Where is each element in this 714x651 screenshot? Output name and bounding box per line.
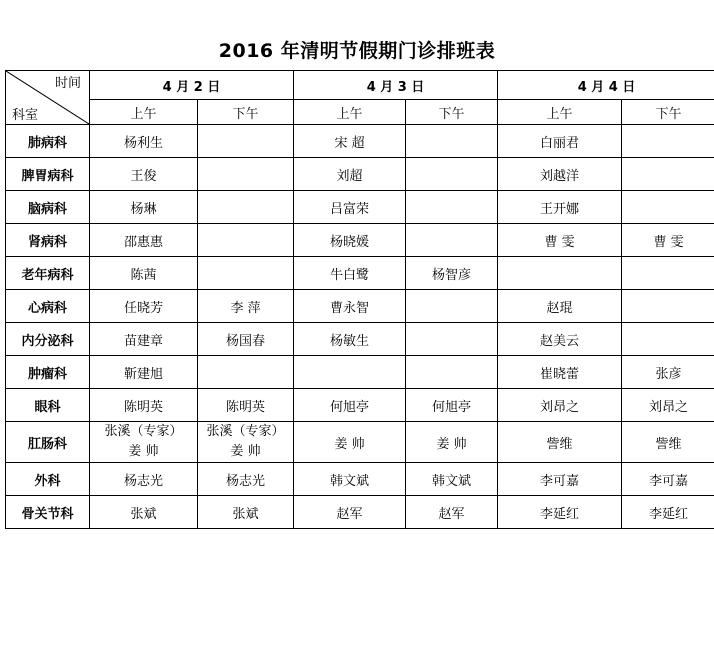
period-header: 上午 bbox=[294, 100, 406, 125]
period-header: 下午 bbox=[622, 100, 714, 125]
dept-cell: 老年病科 bbox=[6, 257, 90, 290]
doctor-name: 张斌 bbox=[130, 506, 157, 522]
doctor-name: 李可嘉 bbox=[649, 473, 689, 489]
period-header: 上午 bbox=[90, 100, 198, 125]
dept-cell: 眼科 bbox=[6, 389, 90, 422]
doctor-name: 张斌 bbox=[232, 506, 259, 522]
doctor-cell bbox=[90, 158, 198, 191]
doctor-cell bbox=[198, 158, 294, 191]
doctor-cell bbox=[498, 323, 622, 356]
table-row bbox=[6, 496, 714, 529]
page-title: 2016 年清明节假期门诊排班表 bbox=[218, 40, 496, 62]
doctor-name: 张溪（专家） bbox=[206, 424, 285, 439]
doctor-cell bbox=[498, 290, 622, 323]
doctor-cell bbox=[498, 496, 622, 529]
table-row bbox=[6, 389, 714, 422]
doctor-cell bbox=[90, 422, 198, 463]
period-header: 上午 bbox=[498, 100, 622, 125]
doctor-name: 王开娜 bbox=[540, 201, 580, 217]
doctor-name: 曹 雯 bbox=[544, 234, 575, 250]
doctor-cell bbox=[90, 125, 198, 158]
doctor-cell bbox=[90, 496, 198, 529]
doctor-cell bbox=[622, 356, 714, 389]
doctor-name: 牛白鹭 bbox=[330, 267, 370, 283]
doctor-name: 杨国春 bbox=[226, 333, 266, 349]
doctor-cell bbox=[622, 158, 714, 191]
doctor-cell bbox=[294, 323, 406, 356]
doctor-cell bbox=[294, 290, 406, 323]
doctor-name: 杨志光 bbox=[226, 473, 266, 489]
doctor-name: 吕富荣 bbox=[330, 201, 370, 217]
doctor-cell bbox=[198, 224, 294, 257]
doctor-cell bbox=[498, 463, 622, 496]
period-header: 下午 bbox=[406, 100, 498, 125]
doctor-name: 赵琨 bbox=[546, 300, 573, 316]
table-row bbox=[6, 158, 714, 191]
date-header: 4 月 4 日 bbox=[498, 71, 714, 100]
period-header: 下午 bbox=[198, 100, 294, 125]
doctor-name: 赵美云 bbox=[540, 333, 580, 349]
doctor-cell bbox=[294, 422, 406, 463]
dept-cell: 心病科 bbox=[6, 290, 90, 323]
doctor-cell bbox=[622, 389, 714, 422]
doctor-cell bbox=[406, 257, 498, 290]
doctor-name: 韩文斌 bbox=[330, 473, 370, 489]
doctor-cell bbox=[90, 191, 198, 224]
doctor-cell bbox=[90, 356, 198, 389]
dept-cell: 内分泌科 bbox=[6, 323, 90, 356]
doctor-cell bbox=[198, 496, 294, 529]
doctor-cell bbox=[198, 463, 294, 496]
doctor-name: 陈明英 bbox=[226, 399, 266, 415]
doctor-cell bbox=[622, 224, 714, 257]
doctor-cell bbox=[294, 125, 406, 158]
dept-cell: 骨关节科 bbox=[6, 496, 90, 529]
doctor-name: 何旭亭 bbox=[432, 399, 472, 415]
doctor-cell bbox=[498, 422, 622, 463]
table-row bbox=[6, 422, 714, 463]
doctor-cell bbox=[294, 496, 406, 529]
doctor-cell bbox=[198, 290, 294, 323]
corner-label-time: 时间 bbox=[54, 76, 81, 91]
doctor-cell bbox=[406, 158, 498, 191]
doctor-name: 刘超 bbox=[336, 168, 363, 184]
date-header: 4 月 2 日 bbox=[90, 71, 294, 100]
dept-cell: 肿瘤科 bbox=[6, 356, 90, 389]
doctor-cell bbox=[622, 191, 714, 224]
doctor-cell bbox=[622, 422, 714, 463]
corner-label-dept: 科室 bbox=[12, 108, 39, 123]
doctor-name: 崔晓蕾 bbox=[540, 366, 580, 382]
doctor-name: 姜 帅 bbox=[128, 444, 159, 459]
doctor-cell bbox=[406, 356, 498, 389]
doctor-name: 陈明英 bbox=[123, 399, 163, 415]
dept-cell: 肺病科 bbox=[6, 125, 90, 158]
doctor-name: 任晓芳 bbox=[123, 300, 163, 316]
doctor-cell bbox=[498, 389, 622, 422]
table-row bbox=[6, 125, 714, 158]
doctor-cell bbox=[622, 257, 714, 290]
doctor-cell bbox=[294, 463, 406, 496]
doctor-cell bbox=[198, 125, 294, 158]
doctor-name: 赵军 bbox=[438, 506, 465, 522]
doctor-name: 姜 帅 bbox=[334, 436, 365, 452]
doctor-cell bbox=[90, 389, 198, 422]
doctor-name: 靳建旭 bbox=[123, 366, 163, 382]
doctor-name: 何旭亭 bbox=[330, 399, 370, 415]
doctor-cell bbox=[498, 125, 622, 158]
doctor-cell bbox=[198, 191, 294, 224]
doctor-name: 陈茜 bbox=[130, 267, 157, 283]
doctor-name: 刘昂之 bbox=[540, 399, 580, 415]
doctor-cell bbox=[198, 389, 294, 422]
doctor-cell bbox=[294, 191, 406, 224]
doctor-cell bbox=[294, 257, 406, 290]
doctor-name: 曹 雯 bbox=[653, 234, 684, 250]
doctor-cell bbox=[198, 422, 294, 463]
doctor-cell bbox=[406, 125, 498, 158]
doctor-cell bbox=[294, 356, 406, 389]
table-row bbox=[6, 224, 714, 257]
doctor-cell bbox=[406, 496, 498, 529]
table-row bbox=[6, 257, 714, 290]
date-header: 4 月 3 日 bbox=[294, 71, 498, 100]
doctor-name: 刘昂之 bbox=[649, 399, 689, 415]
doctor-name: 杨琳 bbox=[130, 201, 157, 217]
doctor-cell bbox=[90, 224, 198, 257]
doctor-cell bbox=[498, 158, 622, 191]
doctor-name: 杨志光 bbox=[123, 473, 163, 489]
dept-cell: 外科 bbox=[6, 463, 90, 496]
doctor-name: 杨利生 bbox=[123, 135, 163, 151]
doctor-cell bbox=[498, 191, 622, 224]
doctor-name: 杨晓媛 bbox=[330, 234, 370, 250]
schedule-body bbox=[6, 125, 714, 529]
doctor-cell bbox=[90, 323, 198, 356]
doctor-name: 李延红 bbox=[540, 506, 580, 522]
doctor-name: 刘越洋 bbox=[540, 168, 580, 184]
doctor-cell bbox=[622, 323, 714, 356]
dept-cell: 脾胃病科 bbox=[6, 158, 90, 191]
doctor-name: 韩文斌 bbox=[432, 473, 472, 489]
doctor-name: 訾维 bbox=[655, 436, 682, 452]
doctor-name: 张溪（专家） bbox=[104, 424, 183, 439]
doctor-cell bbox=[406, 224, 498, 257]
doctor-name: 王俊 bbox=[130, 168, 157, 184]
dept-cell: 肛肠科 bbox=[6, 422, 90, 463]
corner-cell bbox=[6, 71, 90, 125]
doctor-cell bbox=[406, 191, 498, 224]
schedule-table bbox=[5, 70, 714, 529]
doctor-cell bbox=[406, 463, 498, 496]
doctor-cell bbox=[198, 257, 294, 290]
doctor-cell bbox=[294, 224, 406, 257]
dept-cell: 脑病科 bbox=[6, 191, 90, 224]
doctor-name: 曹永智 bbox=[330, 300, 370, 316]
table-row bbox=[6, 191, 714, 224]
doctor-name: 杨智彦 bbox=[432, 267, 472, 283]
table-row bbox=[6, 356, 714, 389]
doctor-name: 李 萍 bbox=[230, 300, 261, 316]
doctor-cell bbox=[622, 125, 714, 158]
doctor-name: 李延红 bbox=[649, 506, 689, 522]
doctor-cell bbox=[622, 290, 714, 323]
doctor-name: 姜 帅 bbox=[230, 444, 261, 459]
doctor-cell bbox=[294, 158, 406, 191]
doctor-name: 訾维 bbox=[546, 436, 573, 452]
doctor-name: 杨敏生 bbox=[330, 333, 370, 349]
doctor-cell bbox=[406, 290, 498, 323]
doctor-name: 苗建章 bbox=[123, 333, 163, 349]
doctor-name: 李可嘉 bbox=[540, 473, 580, 489]
table-row bbox=[6, 323, 714, 356]
doctor-cell bbox=[294, 389, 406, 422]
doctor-cell bbox=[90, 290, 198, 323]
doctor-cell bbox=[498, 257, 622, 290]
doctor-name: 宋 超 bbox=[334, 135, 365, 151]
doctor-cell bbox=[406, 323, 498, 356]
table-row bbox=[6, 463, 714, 496]
doctor-name: 邵惠惠 bbox=[123, 234, 163, 250]
doctor-cell bbox=[406, 422, 498, 463]
doctor-cell bbox=[622, 496, 714, 529]
doctor-cell bbox=[90, 257, 198, 290]
doctor-cell bbox=[498, 356, 622, 389]
doctor-name: 姜 帅 bbox=[436, 436, 467, 452]
doctor-name: 赵军 bbox=[336, 506, 363, 522]
doctor-cell bbox=[622, 463, 714, 496]
doctor-cell bbox=[198, 356, 294, 389]
doctor-name: 张彦 bbox=[655, 366, 682, 382]
dept-cell: 肾病科 bbox=[6, 224, 90, 257]
table-row bbox=[6, 290, 714, 323]
doctor-cell bbox=[498, 224, 622, 257]
doctor-cell bbox=[198, 323, 294, 356]
doctor-name: 白丽君 bbox=[540, 135, 580, 151]
doctor-cell bbox=[90, 463, 198, 496]
doctor-cell bbox=[406, 389, 498, 422]
